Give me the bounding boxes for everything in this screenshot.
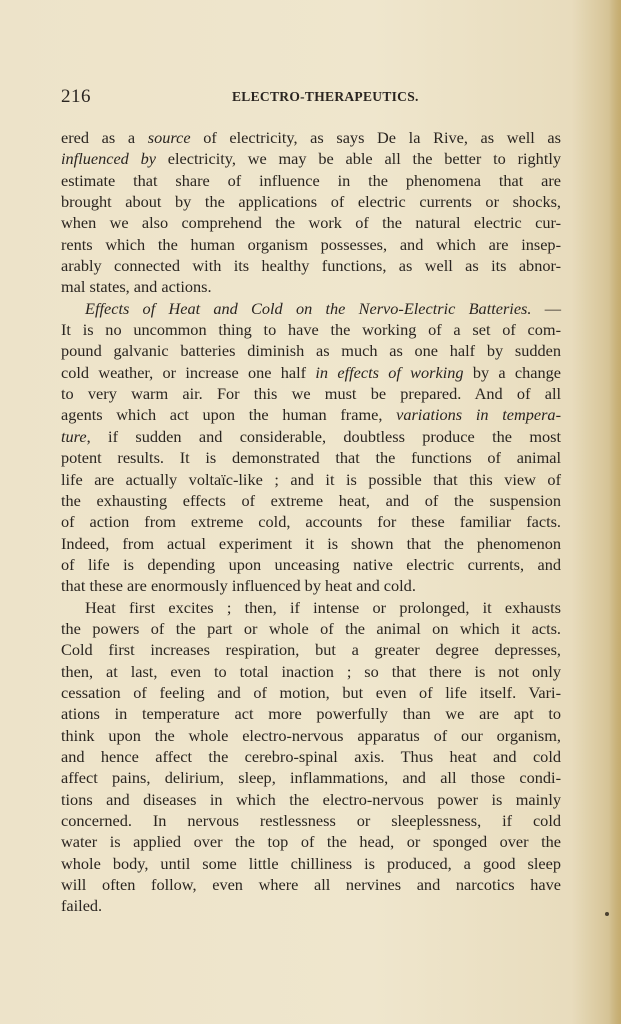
page-edge-shadow (609, 0, 621, 1024)
text-run: , if sudden and considerable, doubtless produce the most (86, 426, 561, 446)
text-run: will often follow, even where all nervines and narcotics have (61, 875, 561, 895)
paragraph-heat-first-excites (61, 597, 561, 917)
text-run: brought about by the applications of electric currents or shocks, (61, 192, 561, 212)
text-run: think upon the whole electro-nervous apparatus of our organism, (61, 725, 561, 745)
italic-run: in effects of working (315, 362, 464, 382)
text-line (61, 810, 561, 831)
text-line (61, 255, 561, 276)
text-line (61, 511, 561, 532)
text-line (61, 767, 561, 788)
text-run: — (531, 298, 561, 318)
text-run: It is no uncommon thing to have the working of a set of com- (61, 320, 561, 340)
text-line (61, 191, 561, 212)
text-line (61, 597, 561, 618)
text-run: potent results. It is demonstrated that the functions of animal (61, 448, 561, 468)
text-line (61, 853, 561, 874)
text-run: then, at last, even to total inaction ; so that there is not only (61, 661, 561, 681)
text-line (61, 618, 561, 639)
italic-run: source (147, 128, 191, 147)
text-line (61, 276, 561, 297)
text-run: by a change (463, 362, 561, 382)
italic-run: influenced by (61, 149, 156, 169)
text-line (61, 703, 561, 724)
text-line (61, 383, 561, 404)
text-line (61, 127, 561, 148)
text-run: ered as a (61, 128, 148, 147)
text-run: Indeed, from actual experiment it is shown that the phenomenon (61, 533, 561, 553)
text-run: rents which the human organism possesses, and which are insep- (61, 234, 561, 254)
text-run: and hence affect the cerebro-spinal axis. Thus heat and cold (61, 746, 561, 766)
body-text (61, 127, 561, 917)
text-line (61, 682, 561, 703)
text-run: cold weather, or increase one half (61, 362, 316, 382)
text-line (61, 148, 561, 169)
text-run: of action from extreme cold, accounts for these familiar facts. (61, 512, 561, 532)
text-run: of life is depending upon unceasing native electric currents, and (61, 554, 561, 574)
text-line (61, 362, 561, 383)
text-line (61, 404, 561, 425)
text-run: pound galvanic batteries diminish as much as one half by sudden (61, 341, 561, 361)
text-run: Cold first increases respiration, but a greater degree depresses, (61, 640, 561, 660)
text-line (61, 298, 561, 319)
text-line (61, 725, 561, 746)
ink-speck (605, 912, 609, 916)
text-run: of electricity, as says De la Rive, as well as (190, 128, 561, 147)
text-line (61, 575, 561, 596)
text-run: estimate that share of influence in the phenomena that are (61, 170, 561, 190)
text-line (61, 831, 561, 852)
paragraph-effects-of-heat-and-cold (61, 298, 561, 597)
text-run: to very warm air. For this we must be prepared. And of all (61, 384, 561, 404)
text-line (61, 170, 561, 191)
text-run: the exhausting effects of extreme heat, and of the suspension (61, 490, 561, 510)
text-run: ations in temperature act more powerfully than we are apt to (61, 704, 561, 724)
text-line (61, 895, 561, 916)
text-line (61, 661, 561, 682)
text-run: failed. (61, 896, 103, 916)
text-run: Heat first excites ; then, if intense or prolonged, it exhausts (85, 597, 561, 617)
text-line (61, 340, 561, 361)
text-run: tions and diseases in which the electro-nervous power is mainly (61, 789, 561, 809)
text-line (61, 746, 561, 767)
text-line (61, 789, 561, 810)
text-line (61, 874, 561, 895)
text-run: water is applied over the top of the head, or sponged over the (61, 832, 561, 852)
text-line (61, 469, 561, 490)
text-run: arably connected with its healthy functions, as well as its abnor- (61, 256, 561, 276)
text-line (61, 426, 561, 447)
text-line (61, 490, 561, 511)
text-run: concerned. In nervous restlessness or sleeplessness, if cold (61, 811, 561, 830)
text-run: agents which act upon the human frame, (61, 405, 397, 425)
text-run: life are actually voltaïc-like ; and it is possible that this view of (61, 469, 561, 489)
text-run: mal states, and actions. (61, 277, 212, 297)
italic-run: variations in tempera- (396, 405, 561, 425)
italic-run: ture (61, 426, 87, 446)
text-run: cessation of feeling and of motion, but even of life itself. Vari- (61, 682, 561, 702)
italic-run: Effects of Heat and Cold on the Nervo-Electric Batteries. (85, 298, 532, 318)
text-line (61, 319, 561, 340)
running-title: ELECTRO-THERAPEUTICS. (232, 89, 419, 104)
text-line (61, 533, 561, 554)
page-header (61, 86, 561, 108)
text-line (61, 639, 561, 660)
text-line (61, 212, 561, 233)
text-run: when we also comprehend the work of the natural electric cur- (61, 213, 561, 233)
text-line (61, 554, 561, 575)
text-run: affect pains, delirium, sleep, inflammations, and all those condi- (61, 768, 561, 788)
text-run: that these are enormously influenced by heat and cold. (61, 576, 416, 596)
page-number: 216 (61, 86, 91, 107)
text-line (61, 447, 561, 468)
text-line (61, 234, 561, 255)
text-run: the powers of the part or whole of the animal on which it acts. (61, 618, 561, 638)
text-run: electricity, we may be able all the better to rightly (156, 149, 562, 169)
paragraph-source-of-electricity (61, 127, 561, 298)
text-run: whole body, until some little chilliness is produced, a good sleep (61, 853, 561, 873)
